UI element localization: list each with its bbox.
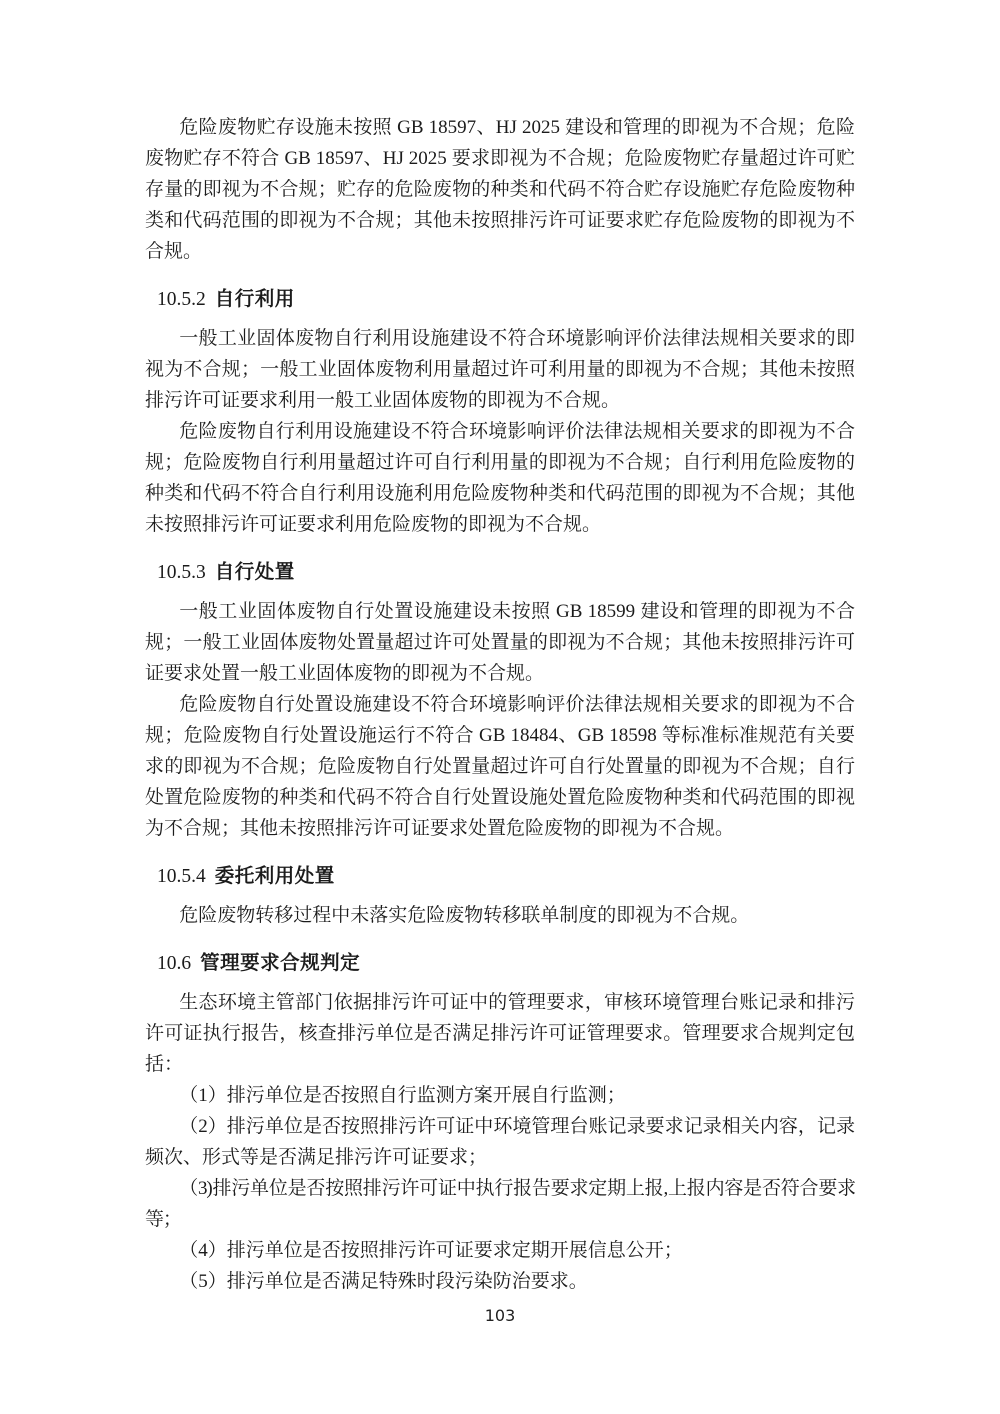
page-number: 103: [484, 1306, 516, 1325]
body-paragraph-transfer-manifest: 危险废物转移过程中未落实危险废物转移联单制度的即视为不合规。: [179, 905, 750, 926]
heading-title: 自行利用: [214, 287, 295, 310]
body-paragraph-general-self-use: 一般工业固体废物自行利用设施建设不符合环境影响评价法律法规相关要求的即视为不合规；一般工业固体废物利用量超过许可利用量的即视为不合规；其他未按照排污许可证要求利用一般工业固体废物的即视为不合规。: [145, 328, 855, 411]
page-footer: [0, 1306, 1000, 1326]
heading-title: 委托利用处置: [214, 864, 335, 887]
section-heading-10-5-3: [157, 556, 855, 588]
list-item-4: （4）排污单位是否按照排污许可证要求定期开展信息公开；: [179, 1240, 683, 1261]
body-paragraph-general-self-disposal: 一般工业固体废物自行处置设施建设未按照 GB 18599 建设和管理的即视为不合规；一般工业固体废物处置量超过许可处置量的即视为不合规；其他未按照排污许可证要求处置一般工业固体废物的即视为不合规。: [145, 601, 855, 684]
body-paragraph-hazwaste-self-disposal: 危险废物自行处置设施建设不符合环境影响评价法律法规相关要求的即视为不合规；危险废物自行处置设施运行不符合 GB 18484、GB 18598 等标准标准规范有关要求的即视为不合规；危险废物自行处置量超过许可自行处置量的即视为不合规；自行处置危险废物的种类和代码不符合自行处置设施处置危险废物种类和代码范围的即视为不合规；其他未按照排污许可证要求处置危险废物的即视为不合规。: [145, 694, 855, 839]
body-paragraph-hazwaste-self-use: 危险废物自行利用设施建设不符合环境影响评价法律法规相关要求的即视为不合规；危险废物自行利用量超过许可自行利用量的即视为不合规；自行利用危险废物的种类和代码不符合自行利用设施利用危险废物种类和代码范围的即视为不合规；其他未按照排污许可证要求利用危险废物的即视为不合规。: [145, 421, 855, 535]
list-item-1: （1）排污单位是否按照自行监测方案开展自行监测；: [179, 1085, 626, 1106]
body-paragraph-management-intro: 生态环境主管部门依据排污许可证中的管理要求，审核环境管理台账记录和排污许可证执行报告，核查排污单位是否满足排污许可证管理要求。管理要求合规判定包括：: [145, 992, 855, 1075]
heading-number: 10.5.4: [157, 866, 206, 887]
heading-title: 管理要求合规判定: [200, 951, 361, 974]
heading-number: 10.5.2: [157, 289, 206, 310]
body-paragraph-hazwaste-storage: 危险废物贮存设施未按照 GB 18597、HJ 2025 建设和管理的即视为不合规；危险废物贮存不符合 GB 18597、HJ 2025 要求即视为不合规；危险废物贮存量超过许可贮存量的即视为不合规；贮存的危险废物的种类和代码不符合贮存设施贮存危险废物种类和代码范围的即视为不合规；其他未按照排污许可证要求贮存危险废物的即视为不合规。: [145, 117, 855, 262]
heading-number: 10.5.3: [157, 562, 206, 583]
section-heading-10-6: [157, 947, 855, 979]
list-item-3: （3)排污单位是否按照排污许可证中执行报告要求定期上报,上报内容是否符合要求等；: [145, 1178, 855, 1230]
heading-title: 自行处置: [214, 560, 295, 583]
list-item-2: （2）排污单位是否按照排污许可证中环境管理台账记录要求记录相关内容，记录频次、形式等是否满足排污许可证要求；: [145, 1116, 855, 1168]
list-item-5: （5）排污单位是否满足特殊时段污染防治要求。: [179, 1271, 588, 1292]
section-heading-10-5-4: [157, 860, 855, 892]
heading-number: 10.6: [157, 953, 192, 974]
section-heading-10-5-2: [157, 283, 855, 315]
